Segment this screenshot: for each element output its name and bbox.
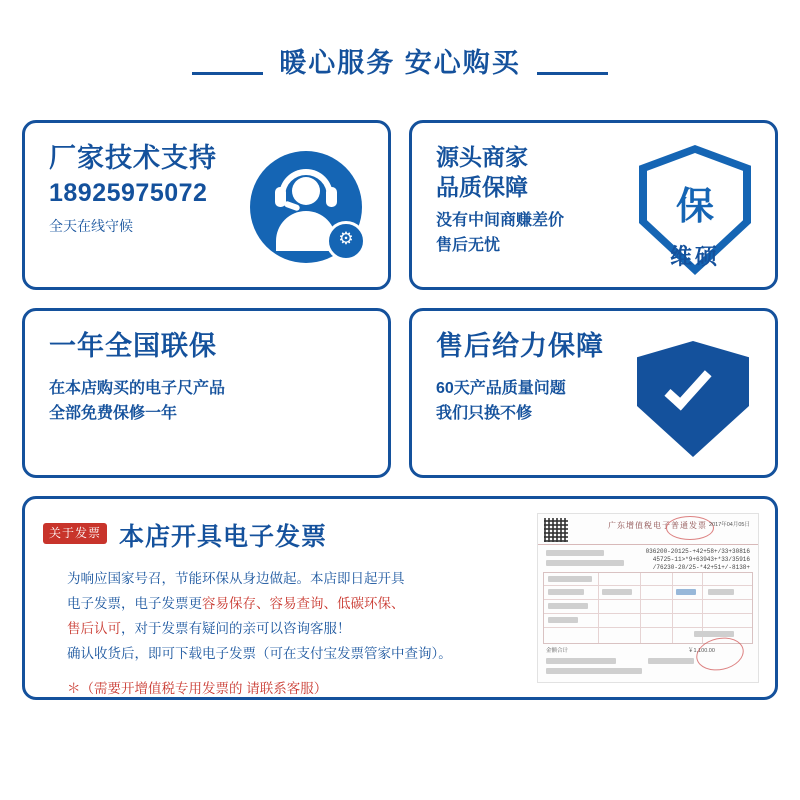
card-after-sales-line2: 我们只换不修: [436, 404, 533, 422]
page-title: 暖心服务 安心购买: [263, 41, 537, 80]
card-after-sales-line1: 60天产品质量问题: [436, 379, 566, 397]
shield-badge-char: 保: [675, 186, 714, 228]
brand-name: 维硕: [669, 244, 720, 269]
card-invoice: [22, 496, 778, 700]
invoice-para-2: [67, 592, 507, 617]
invoice-code-line-2: 45725-11>*9+63943+*33/35916: [652, 556, 750, 563]
card-national-warranty-line2: 全部免费保修一年: [49, 404, 178, 422]
invoice-tag: 关于发票: [43, 523, 107, 544]
card-national-warranty-title: 一年全国联保: [49, 331, 217, 361]
card-source-merchant: [409, 120, 778, 290]
headset-support-icon: [250, 151, 362, 263]
invoice-body: [67, 567, 507, 667]
invoice-amount-label: 金额合计: [546, 648, 569, 654]
invoice-para-3-highlight: 售后认可: [67, 620, 121, 636]
invoice-para-2-text: 电子发票，电子发票更: [67, 595, 202, 611]
feature-card-grid: [22, 120, 778, 478]
card-after-sales: [409, 308, 778, 478]
invoice-code-line-3: /76230-20/25-*42+51+/-8138+: [652, 564, 750, 571]
invoice-table-grid: [543, 572, 753, 644]
page-header: [22, 0, 778, 120]
red-seal-icon: [666, 516, 714, 540]
invoice-sample-image: [537, 513, 759, 683]
invoice-image-date: 2017年04月05日: [709, 522, 750, 528]
invoice-image-title: 广东增值税电子普通发票: [608, 521, 707, 530]
card-after-sales-title: 售后给力保障: [436, 331, 604, 361]
invoice-note: ＊（需要开增值税专用发票的 请联系客服）: [67, 680, 328, 696]
invoice-title: 本店开具电子发票: [119, 523, 328, 551]
invoice-code-line-1: 036200-20125-+42+58+/33+30816: [645, 548, 750, 555]
card-source-merchant-line3: 没有中间商赚差价: [436, 211, 565, 229]
invoice-para-2-highlight: 容易保存、容易查询、低碳环保、: [202, 595, 405, 611]
wrench-icon: ⚙: [326, 221, 366, 261]
invoice-para-4: 确认收货后，即可下载电子发票（可在支付宝发票管家中查询）。: [67, 645, 452, 661]
card-tech-support-sub: 全天在线守候: [49, 217, 133, 234]
invoice-para-3: [67, 617, 507, 642]
invoice-para-1: 为响应国家号召，节能环保从身边做起。本店即日起开具: [67, 571, 405, 586]
card-source-merchant-line2: 品质保障: [436, 173, 528, 200]
card-source-merchant-line4: 售后无忧: [436, 236, 501, 254]
support-phone-number: 18925975072: [49, 178, 208, 207]
qr-code-icon: [544, 518, 568, 542]
card-source-merchant-line1: 源头商家: [436, 144, 528, 170]
card-tech-support-title: 厂家技术支持: [49, 143, 217, 173]
invoice-para-3-text: ，对于发票有疑问的亲可以咨询客服！: [121, 620, 351, 636]
card-national-warranty-line1: 在本店购买的电子尺产品: [49, 379, 226, 397]
card-tech-support: [22, 120, 391, 290]
card-national-warranty: [22, 308, 391, 478]
shield-check-icon: [637, 341, 749, 457]
invoice-total: ￥1,100.00: [688, 648, 715, 654]
